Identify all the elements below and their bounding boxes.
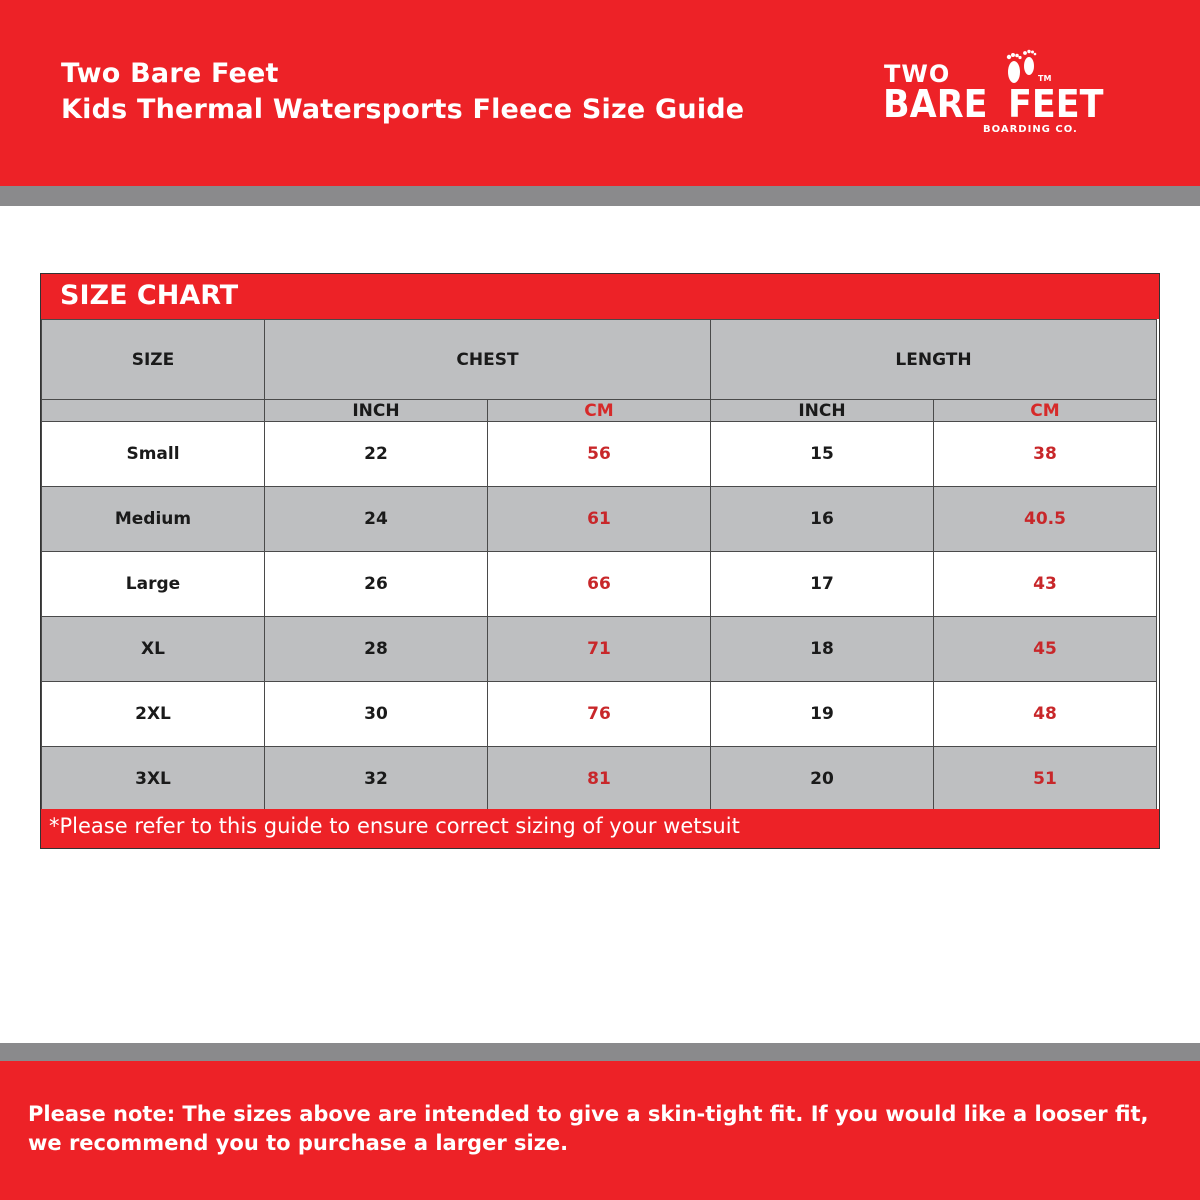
logo-trademark: TM xyxy=(1038,74,1052,83)
chest-cm-cell: 71 xyxy=(488,617,711,682)
size-cell: Medium xyxy=(42,487,265,552)
unit-blank-cell xyxy=(42,400,265,422)
length-cm-cell: 48 xyxy=(934,682,1157,747)
chest-cm-cell: 61 xyxy=(488,487,711,552)
page-title: Kids Thermal Watersports Fleece Size Guide xyxy=(61,94,745,125)
length-cm-cell: 45 xyxy=(934,617,1157,682)
chest-column-header: CHEST xyxy=(265,320,711,400)
header-stripe xyxy=(0,186,1200,206)
size-column-header: SIZE xyxy=(42,320,265,400)
length-inch-header: INCH xyxy=(711,400,934,422)
logo-word-two: TWO xyxy=(884,60,951,88)
brand-title: Two Bare Feet xyxy=(61,58,279,89)
chest-inch-cell: 24 xyxy=(265,487,488,552)
size-cell: 3XL xyxy=(42,747,265,812)
chest-inch-cell: 32 xyxy=(265,747,488,812)
length-inch-cell: 18 xyxy=(711,617,934,682)
brand-logo xyxy=(880,44,1125,140)
length-column-header: LENGTH xyxy=(711,320,1157,400)
chest-inch-header: INCH xyxy=(265,400,488,422)
table-row xyxy=(42,747,1157,812)
size-cell: XL xyxy=(42,617,265,682)
table-row xyxy=(42,682,1157,747)
table-header-row xyxy=(42,320,1157,400)
chest-cm-header: CM xyxy=(488,400,711,422)
chest-inch-cell: 30 xyxy=(265,682,488,747)
table-row xyxy=(42,487,1157,552)
chest-cm-cell: 66 xyxy=(488,552,711,617)
size-chart-title: SIZE CHART xyxy=(60,280,239,311)
length-cm-cell: 38 xyxy=(934,422,1157,487)
length-inch-cell: 20 xyxy=(711,747,934,812)
length-cm-header: CM xyxy=(934,400,1157,422)
chest-inch-cell: 28 xyxy=(265,617,488,682)
length-cm-cell: 51 xyxy=(934,747,1157,812)
length-inch-cell: 17 xyxy=(711,552,934,617)
logo-tagline: BOARDING CO. xyxy=(983,124,1078,135)
size-table xyxy=(41,319,1157,812)
table-row xyxy=(42,552,1157,617)
chest-cm-cell: 81 xyxy=(488,747,711,812)
logo-word-feet: FEET xyxy=(1008,82,1104,126)
sizing-note: *Please refer to this guide to ensure correct sizing of your wetsuit xyxy=(49,814,740,838)
fit-disclaimer: Please note: The sizes above are intended to give a skin-tight fit. If you would like a looser fit, we recommend you to purchase a larger size. xyxy=(28,1102,1149,1155)
length-inch-cell: 19 xyxy=(711,682,934,747)
length-inch-cell: 15 xyxy=(711,422,934,487)
length-inch-cell: 16 xyxy=(711,487,934,552)
chest-cm-cell: 76 xyxy=(488,682,711,747)
table-row xyxy=(42,422,1157,487)
size-cell: Small xyxy=(42,422,265,487)
table-row xyxy=(42,617,1157,682)
chest-inch-cell: 26 xyxy=(265,552,488,617)
logo-word-bare: BARE xyxy=(883,82,988,126)
chest-inch-cell: 22 xyxy=(265,422,488,487)
length-cm-cell: 40.5 xyxy=(934,487,1157,552)
table-unit-row xyxy=(42,400,1157,422)
length-cm-cell: 43 xyxy=(934,552,1157,617)
size-cell: Large xyxy=(42,552,265,617)
chest-cm-cell: 56 xyxy=(488,422,711,487)
size-cell: 2XL xyxy=(42,682,265,747)
footer-stripe xyxy=(0,1043,1200,1061)
